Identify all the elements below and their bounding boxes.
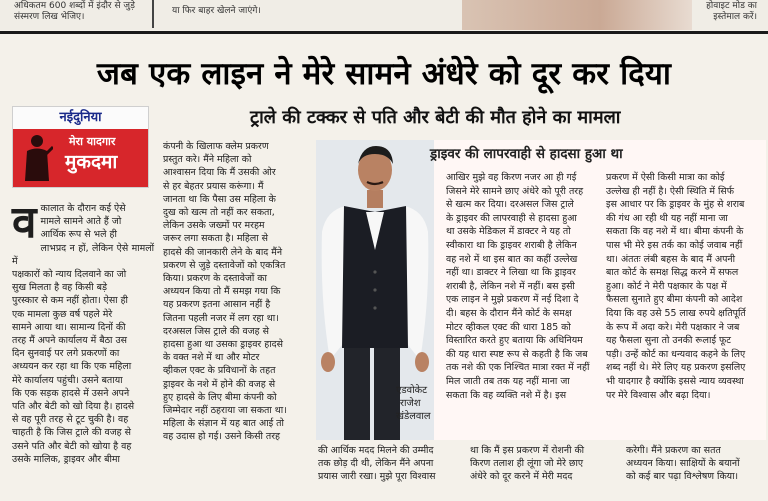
caption-name-2: खंडेलवाल	[396, 411, 431, 422]
box-b-line: था। अंततः लंबी बहस के बाद मैं अपनी	[606, 253, 736, 265]
box-a-line: विस्तारित करते हुए बताया कि अधिनियम	[446, 335, 583, 347]
col2-line: जिम्मेदार नहीं ठहराया जा सकता था।	[163, 405, 287, 417]
bottom-line: था कि मैं इस प्रकरण में रोशनी की	[470, 445, 585, 456]
top-right-text	[695, 1, 757, 23]
col2-line: हादसे की जानकारी लेने के बाद मैंने	[163, 246, 283, 258]
article-column-1	[12, 197, 154, 466]
col2-line: के वक्त नशे में था और मोटर	[163, 352, 260, 364]
bottom-line: किरण तलाश ही लूंगा जो मेरे छाए	[470, 458, 584, 470]
lawyer-silhouette-icon	[19, 133, 53, 183]
col2-line: जानता था कि पैसा उस महिला के	[163, 193, 276, 205]
box-b-line: इस आधार पर कि ड्राइवर के मुंह से शराब	[606, 199, 745, 211]
caption-role: एडवोकेट	[396, 385, 428, 396]
box-b-line: बात कोर्ट के समक्ष सिद्ध करने में सफल	[606, 267, 739, 279]
col1-line: दिन सुनवाई पर लगे प्रकरणों का	[12, 348, 120, 360]
box-a-line: की यह धारा स्पष्ट रूप से कहती है कि जब	[446, 348, 588, 360]
col2-line: महिला के संज्ञान में यह बात आई तो	[163, 418, 284, 430]
col2-line: लेकिन उसके जख्मों पर मरहम	[163, 220, 265, 232]
box-a-line: था उसके मेडिकल में डाक्टर ने यह तो	[446, 226, 571, 238]
headline: जब एक लाइन ने मेरे सामने अंधेरे को दूर कर दिया	[96, 56, 672, 92]
box-b-line: पड़ी। उन्हें कोर्ट का धन्यवाद कहने के लिए	[606, 348, 746, 360]
box-a-line: एक लाइन ने मुझे प्रकरण में नई दिशा दे	[446, 294, 579, 306]
col1-line: सामने आया था। सामान्य दिनों की	[12, 321, 126, 333]
box-b-line: फैसला सुनाते हुए बीमा कंपनी को आदेश	[606, 294, 743, 306]
box-b-line: के रूप में अदा करे। मेरी पक्षकार ने जब	[606, 321, 740, 333]
col2-line: जितना पहली नजर में लग रहा था।	[163, 312, 279, 324]
col1-line: तरह मैं अपने कार्यालय में बैठा उस	[12, 335, 127, 347]
col1-line: अध्ययन कर रहा था कि एक महिला	[12, 361, 132, 373]
box-a-line: जिसने मेरे सामने छाए अंधेरे को पूरी तरह	[446, 185, 584, 197]
box-a-line: तक नशे की एक निश्चित मात्रा रक्त में नहीं	[446, 362, 590, 374]
box-a-line: स्वीकारा था कि ड्राइवर शराबी है लेकिन	[446, 239, 577, 251]
box-b-line: उल्लेख ही नहीं है। ऐसी स्थिति में सिर्फ	[606, 185, 734, 197]
bottom-line: अध्ययन किया। साक्षियों के बयानों	[626, 458, 740, 470]
col1-line: पुरस्कार से कम नहीं होता। ऐसा ही	[12, 295, 128, 307]
col1-line: से वह पूरी तरह से टूट चुकी है। वह	[12, 414, 129, 426]
box-a-line: से खत्म कर दिया। दरअसल जिस ट्राले	[446, 199, 574, 211]
top-photo-fragment	[462, 0, 692, 30]
bottom-line: तक छोड़ दी थी, लेकिन मैंने अपना	[318, 458, 434, 470]
bottom-line: प्रयास जारी रखा। मुझे पूरा विश्वास	[318, 471, 436, 483]
box-b-line: सकता कि वह नशे में था। बीमा कंपनी के	[606, 226, 744, 238]
dropcap: व	[12, 197, 37, 248]
top-right-line-2: इस्तेमाल करें।	[713, 12, 757, 22]
box-b-line: शब्द नहीं थे। मेरे लिए यह प्रकरण इसलिए	[606, 362, 746, 374]
column-rule	[152, 0, 154, 28]
bottom-column-4	[470, 444, 620, 484]
col2-line: हुए हादसे के लिए बीमा कंपनी को	[163, 391, 277, 403]
bottom-line: की आर्थिक मदद मिलने की उम्मीद	[318, 445, 434, 456]
box-a-line: मोटर व्हीकल एक्ट की धारा 185 को	[446, 321, 571, 333]
top-left-text	[14, 1, 135, 23]
top-right-line-1: होवाइट मोड का	[706, 1, 757, 11]
col2-line: आश्वासन दिया कि मैं उसकी ओर	[163, 167, 276, 179]
box-a-line: के ड्राइवर की लापरवाही से हादसा हुआ	[446, 212, 577, 224]
subheadline: ट्राले की टक्कर से पति और बेटी की मौत होने का मामला	[250, 107, 621, 128]
col1-line: सुख मिलता है वह किसी बड़े	[12, 282, 108, 294]
col2-line: से हर बेहतर प्रयास करूंगा। मैं	[163, 180, 264, 192]
logo-brand: नईदुनिया	[13, 107, 148, 129]
col2-line: प्रस्तुत करे। मैंने महिला को	[163, 154, 252, 166]
col2-line: वह उदास हो गई। उसने किसी तरह	[163, 431, 281, 443]
col1-line: पति और बेटी को खो दिया है। हादसे	[12, 401, 135, 413]
logo-line-1: मेरा यादगार	[69, 135, 116, 148]
box-a-line: दी। बहस के दौरान मैंने कोर्ट के समक्ष	[446, 307, 572, 319]
col2-line: जरूर लगा सकता है। महिला से	[163, 233, 269, 245]
section-divider	[0, 31, 768, 34]
box-b-line: हुआ। कोर्ट ने मेरी पक्षकार के पक्ष में	[606, 280, 727, 292]
box-b-line: पर मेरे विश्वास और बढ़ा दिया।	[606, 389, 711, 401]
box-b-line: यह फैसला सुना तो उनकी रूलाई फूट	[606, 335, 731, 347]
col2-line: कंपनी के खिलाफ क्लेम प्रकरण	[163, 141, 269, 152]
column-logo	[12, 106, 149, 188]
col2-line: हादसा हुआ था उसका ड्राइवर हादसे	[163, 339, 283, 351]
col1-line: आर्थिक रूप से भले ही	[40, 229, 117, 241]
col1-line: कि एक सड़क हादसे में उसने अपने	[12, 387, 130, 399]
col2-line: ड्राइवर के नशे में होने की वजह से	[163, 378, 276, 390]
box-a-line: आखिर मुझे वह किरण नजर आ ही गई	[446, 172, 577, 183]
box-b-line: दिया कि वह उसे 55 लाख रुपये क्षतिपूर्ति	[606, 307, 746, 319]
col1-line: लाभप्रद न हों, लेकिन ऐसे मामलों में	[12, 242, 154, 267]
col1-line: मेरे कार्यालय पहुंची। उसने बताया	[12, 374, 123, 386]
col1-line: कालात के दौरान कई ऐसे	[40, 203, 126, 214]
col2-line: यह प्रकरण इतना आसान नहीं है	[163, 299, 271, 311]
col2-line: व्हीकल एक्ट के प्रविधानों के तहत	[163, 365, 276, 377]
col2-line: किया। प्रकरण के दस्तावेजों का	[163, 273, 267, 285]
bottom-line: को कई बार पढ़ा विश्लेषण किया।	[626, 471, 739, 483]
box-b-line: पास भी मेरे इस तर्क का कोई जवाब नहीं	[606, 239, 743, 251]
col2-line: प्रकरण से जुड़े दस्तावेजों को एकत्रित	[163, 259, 286, 271]
box-b-line: की गंध आ रही थी यह नहीं माना जा	[606, 212, 728, 224]
article-column-2	[163, 140, 309, 444]
box-column-a	[446, 171, 598, 402]
box-a-line: शराबी है, लेकिन नशे में नहीं। बस इसी	[446, 280, 575, 292]
top-left-line-2: संस्मरण लिख भेजिए।	[14, 12, 85, 22]
col2-line: अध्ययन किया तो मैं समझ गया कि	[163, 286, 281, 298]
box-column-b	[606, 171, 762, 402]
bottom-line: अंधेरे को दूर करने में मेरी मदद	[470, 471, 573, 483]
col1-line: पक्षकारों को न्याय दिलवाने का जो	[12, 269, 127, 281]
col2-line: दुख को खत्म तो नहीं कर सकता,	[163, 207, 275, 219]
bottom-line: करेगी। मैंने प्रकरण का सतत	[626, 445, 721, 456]
col1-line: उसके मालिक, ड्राइवर और बीमा	[12, 453, 120, 465]
top-mid-text: या फिर बाहर खेलने जाएंगे।	[172, 6, 261, 16]
bottom-column-5	[626, 444, 766, 484]
col1-line: एक मामला कुछ वर्ष पहले मेरे	[12, 308, 113, 320]
logo-line-2: मुकदमा	[65, 151, 118, 173]
box-b-line: प्रकरण में ऐसी किसी मात्रा का कोई	[606, 172, 725, 183]
box-a-line: नहीं था। डाक्टर ने लिखा था कि ड्राइवर	[446, 267, 576, 279]
col2-line: दरअसल जिस ट्राले की वजह से	[163, 325, 269, 337]
col1-line: चाहती है कि जिस ट्राले की वजह से	[12, 427, 131, 439]
caption-name-1: राजेश	[400, 398, 421, 409]
col1-line: उसने पति और बेटी को खोया है वह	[12, 440, 132, 452]
box-a-line: सकता कि वह व्यक्ति नशे में है। इस	[446, 389, 567, 401]
bottom-column-3	[318, 444, 462, 484]
box-a-line: मिल जाती तब तक यह नहीं माना जा	[446, 375, 570, 387]
col1-line: मामले सामने आते हैं जो	[40, 216, 122, 228]
box-title: ड्राइवर की लापरवाही से हादसा हुआ था	[430, 146, 623, 162]
box-a-line: वह नशे में था इस बात का कहीं उल्लेख	[446, 253, 578, 265]
box-b-line: भी यादगार है क्योंकि इससे न्याय व्यवस्था	[606, 375, 744, 387]
top-left-line-1: अधिकतम 600 शब्दों में इंदौर से जुड़े	[14, 1, 135, 11]
